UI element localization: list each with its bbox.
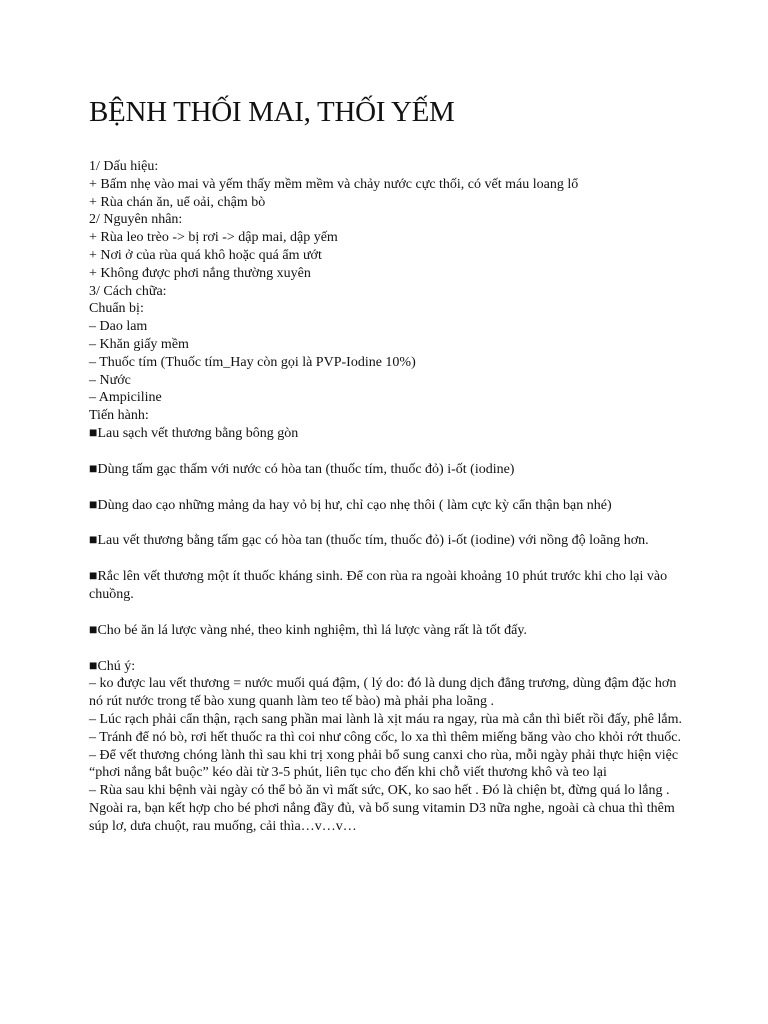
cause-item: + Rùa leo trèo -> bị rơi -> dập mai, dập yếm xyxy=(89,230,338,246)
procedure-step: ■Lau vết thương bằng tấm gạc có hòa tan (thuốc tím, thuốc đỏ) i-ốt (iodine) với nồng độ loãng hơn. xyxy=(89,533,649,549)
note-item: – Rùa sau khi bệnh vài ngày có thể bỏ ăn vì mất sức, OK, ko sao hết . Đó là chiện bt, đừng quá lo lắng . xyxy=(89,783,670,799)
paragraph-gap xyxy=(89,640,689,658)
preparation-item: – Nước xyxy=(89,372,131,388)
procedure-label: Tiến hành: xyxy=(89,408,149,424)
note-item: – Lúc rạch phải cẩn thận, rạch sang phần mai lành là xịt máu ra ngay, rùa mà cắn thì biết rồi đấy, phê lắm. xyxy=(89,711,682,727)
preparation-item: – Ampiciline xyxy=(89,390,162,406)
note-item: – Tránh để nó bò, rơi hết thuốc ra thì coi như công cốc, lo xa thì thêm miếng băng vào cho khỏi rớt thuốc. xyxy=(89,729,682,745)
cause-item: + Không được phơi nắng thường xuyên xyxy=(89,265,311,281)
preparation-label: Chuẩn bị: xyxy=(89,301,144,317)
section-2-heading: 2/ Nguyên nhân: xyxy=(89,212,183,228)
preparation-item: – Khăn giấy mềm xyxy=(89,336,189,352)
cause-item: + Nơi ở của rùa quá khô hoặc quá ẩm ướt xyxy=(89,247,322,263)
document-page xyxy=(89,92,689,836)
paragraph-gap xyxy=(89,443,689,461)
document-title: BỆNH THỐI MAI, THỐI YẾM xyxy=(89,96,455,128)
paragraph-gap xyxy=(89,479,689,497)
procedure-step: ■Rắc lên vết thương một ít thuốc kháng sinh. Để con rùa ra ngoài khoảng 10 phút trước khi cho lại vào chuồng. xyxy=(89,569,668,602)
closing-paragraph: Ngoài ra, bạn kết hợp cho bé phơi nắng đầy đủ, và bổ sung vitamin D3 nữa nghe, ngoài cà chua thì thêm súp lơ, dưa chuột, rau muống, cải thìa…v…v… xyxy=(89,800,675,834)
paragraph-gap xyxy=(89,604,689,622)
preparation-item: – Thuốc tím (Thuốc tím_Hay còn gọi là PVP-Iodine 10%) xyxy=(89,354,416,370)
procedure-step: ■Dùng tấm gạc thấm với nước có hòa tan (thuốc tím, thuốc đỏ) i-ốt (iodine) xyxy=(89,461,515,477)
paragraph-gap xyxy=(89,550,689,568)
notes-heading: ■Chú ý: xyxy=(89,658,136,674)
note-item: – Để vết thương chóng lành thì sau khi trị xong phải bổ sung canxi cho rùa, mỗi ngày phải thực hiện việc “phơi nắng bắt buộc” kéo dài từ 3-5 phút, liên tục cho đến khi chỗ viết thương khô và teo lại xyxy=(89,747,679,781)
procedure-step: ■Dùng dao cạo những mảng da hay vỏ bị hư, chỉ cạo nhẹ thôi ( làm cực kỳ cẩn thận bạn nhé) xyxy=(89,497,612,513)
note-item: – ko được lau vết thương = nước muối quá đậm, ( lý do: đó là dung dịch đẳng trương, dùng đậm đặc hơn nó rút nước trong tế bào xung quanh làm teo tế bào) mà phải pha loãng . xyxy=(89,676,677,710)
section-3-heading: 3/ Cách chữa: xyxy=(89,283,167,299)
symptom-item: + Bấm nhẹ vào mai và yếm thấy mềm mềm và chảy nước cực thối, có vết máu loang lổ xyxy=(89,176,579,192)
preparation-item: – Dao lam xyxy=(89,319,148,335)
procedure-step: ■Lau sạch vết thương bằng bông gòn xyxy=(89,425,299,441)
paragraph-gap xyxy=(89,514,689,532)
procedure-step: ■Cho bé ăn lá lược vàng nhé, theo kinh nghiệm, thì lá lược vàng rất là tốt đấy. xyxy=(89,622,527,638)
symptom-item: + Rùa chán ăn, uể oải, chậm bò xyxy=(89,194,266,210)
section-1-heading: 1/ Dấu hiệu: xyxy=(89,159,159,174)
